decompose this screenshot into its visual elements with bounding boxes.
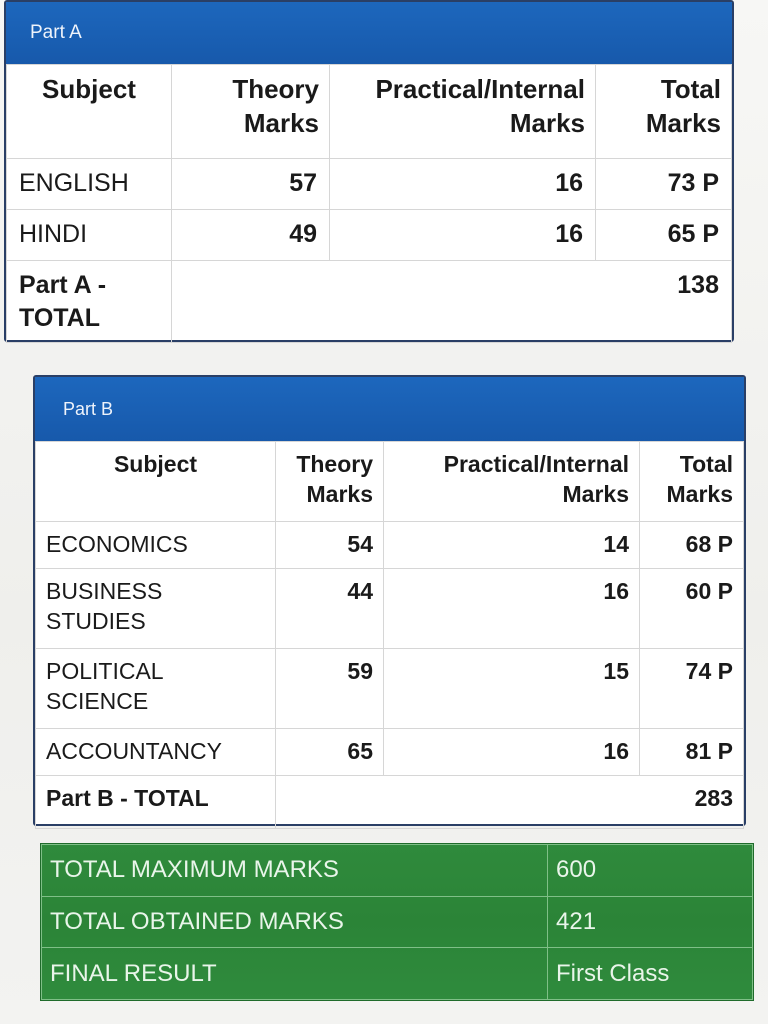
- obtained-marks-label: TOTAL OBTAINED MARKS: [42, 896, 548, 948]
- table-row: [36, 649, 744, 729]
- table-row: [36, 729, 744, 776]
- table-row: [36, 569, 744, 649]
- header-subject: Subject: [36, 442, 276, 522]
- part-a-total-label: Part A - TOTAL: [7, 261, 172, 343]
- practical-cell: 14: [384, 522, 640, 569]
- practical-cell: 16: [384, 729, 640, 776]
- header-practical: Practical/Internal Marks: [330, 65, 596, 159]
- table-row: [36, 522, 744, 569]
- result-summary: [40, 843, 754, 1001]
- practical-cell: 15: [384, 649, 640, 729]
- practical-cell: 16: [330, 159, 596, 210]
- practical-cell: 16: [330, 210, 596, 261]
- header-theory: Theory Marks: [172, 65, 330, 159]
- header-practical: Practical/Internal Marks: [384, 442, 640, 522]
- summary-row: [42, 896, 753, 948]
- practical-cell: 16: [384, 569, 640, 649]
- part-b-card: [33, 375, 746, 826]
- table-row: [7, 210, 732, 261]
- header-theory: Theory Marks: [276, 442, 384, 522]
- final-result-label: FINAL RESULT: [42, 948, 548, 1000]
- theory-cell: 57: [172, 159, 330, 210]
- part-b-table: [35, 441, 744, 829]
- final-result-value: First Class: [548, 948, 753, 1000]
- subject-cell: ECONOMICS: [36, 522, 276, 569]
- part-b-banner: Part B: [35, 377, 744, 441]
- part-a-total-value: 138: [172, 261, 732, 343]
- total-cell: 74 P: [640, 649, 744, 729]
- header-total: Total Marks: [596, 65, 732, 159]
- max-marks-value: 600: [548, 845, 753, 897]
- subject-cell: ACCOUNTANCY: [36, 729, 276, 776]
- theory-cell: 59: [276, 649, 384, 729]
- theory-cell: 44: [276, 569, 384, 649]
- part-b-header-row: [36, 442, 744, 522]
- part-a-total-row: [7, 261, 732, 343]
- summary-table: [41, 844, 753, 1000]
- subject-cell: POLITICAL SCIENCE: [36, 649, 276, 729]
- part-b-total-label: Part B - TOTAL: [36, 776, 276, 829]
- part-b-total-value: 283: [276, 776, 744, 829]
- total-cell: 73 P: [596, 159, 732, 210]
- obtained-marks-value: 421: [548, 896, 753, 948]
- part-a-banner: Part A: [6, 2, 732, 64]
- subject-cell: BUSINESS STUDIES: [36, 569, 276, 649]
- subject-cell: ENGLISH: [7, 159, 172, 210]
- header-total: Total Marks: [640, 442, 744, 522]
- total-cell: 81 P: [640, 729, 744, 776]
- total-cell: 60 P: [640, 569, 744, 649]
- summary-row: [42, 845, 753, 897]
- part-a-header-row: [7, 65, 732, 159]
- max-marks-label: TOTAL MAXIMUM MARKS: [42, 845, 548, 897]
- header-subject: Subject: [7, 65, 172, 159]
- part-b-total-row: [36, 776, 744, 829]
- total-cell: 65 P: [596, 210, 732, 261]
- subject-cell: HINDI: [7, 210, 172, 261]
- summary-row: [42, 948, 753, 1000]
- theory-cell: 54: [276, 522, 384, 569]
- table-row: [7, 159, 732, 210]
- part-a-card: [4, 0, 734, 342]
- total-cell: 68 P: [640, 522, 744, 569]
- part-a-table: [6, 64, 732, 343]
- theory-cell: 49: [172, 210, 330, 261]
- theory-cell: 65: [276, 729, 384, 776]
